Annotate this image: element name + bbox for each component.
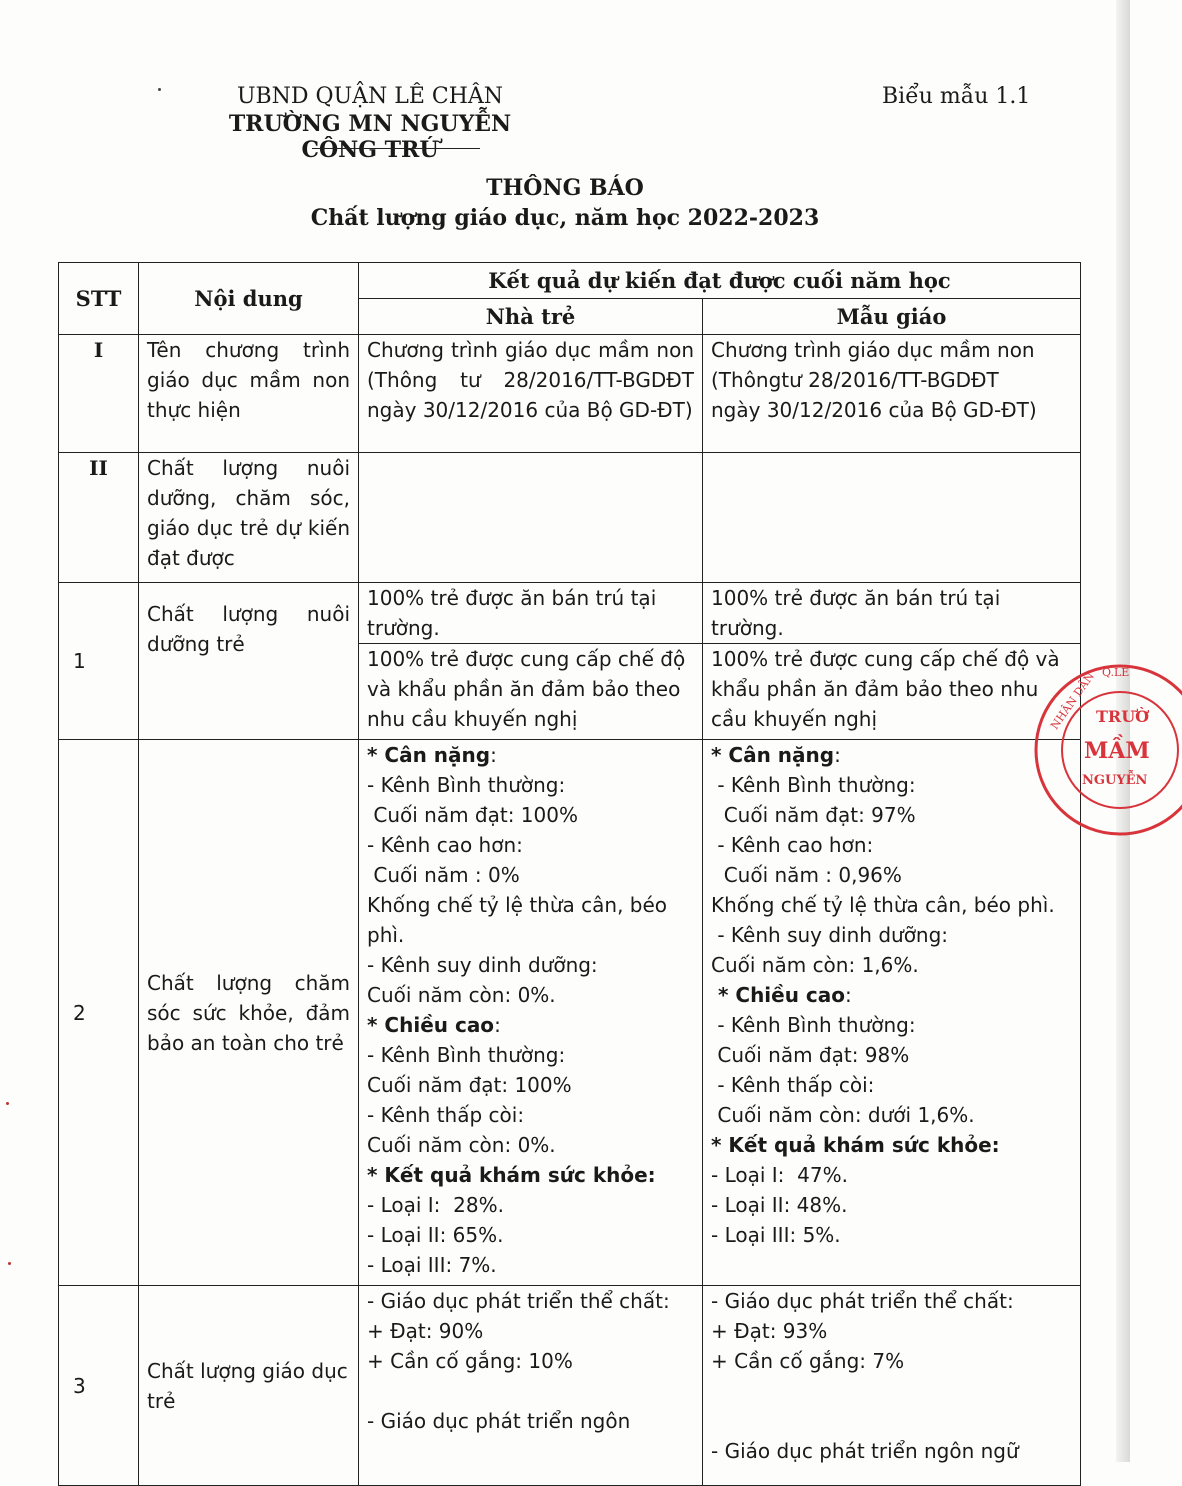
row-content: Chất lượng nuôi dưỡng, chăm sóc, giáo dục trẻ dự kiến đạt được (139, 453, 359, 583)
line: - Loại I: 47%. (711, 1163, 848, 1187)
line: Cuối năm : 0,96% (711, 863, 902, 887)
line: - Giáo dục phát triển ngôn ngữ (711, 1439, 1019, 1463)
row-nursery-empty (359, 453, 703, 583)
row-stt: II (59, 453, 139, 583)
header-nursery: Nhà trẻ (359, 299, 703, 335)
table-row (59, 1286, 1081, 1486)
svg-text:Q.LÊ: Q.LÊ (1102, 666, 1130, 679)
row-kindergarten: 100% trẻ được cung cấp chế độ và khẩu phần ăn đảm bảo theo nhu cầu khuyến nghị (703, 644, 1081, 740)
line: Cuối năm đạt: 100% (367, 803, 578, 827)
scan-speck (6, 1102, 9, 1105)
line: + Cần cố gắng: 10% (367, 1349, 573, 1373)
row-kindergarten (703, 1286, 1081, 1486)
line: - Loại III: 7%. (367, 1253, 497, 1277)
row-content: Chất lượng giáo dục trẻ (139, 1286, 359, 1486)
line: - Loại II: 48%. (711, 1193, 848, 1217)
line: - Loại II: 65%. (367, 1223, 504, 1247)
quality-table (58, 262, 1081, 1486)
line: - Loại III: 5%. (711, 1223, 841, 1247)
row-nursery: 100% trẻ được cung cấp chế độ và khẩu phần ăn đảm bảo theo nhu cầu khuyến nghị (359, 644, 703, 740)
line: ngày 30/12/2016 của Bộ GD-ĐT) (711, 398, 1037, 422)
line: Cuối năm còn: 0%. (367, 1133, 556, 1157)
table-row (59, 583, 1081, 644)
row-stt: 3 (59, 1286, 139, 1486)
row-content: Chất lượng chăm sóc sức khỏe, đảm bảo an toàn cho trẻ (139, 740, 359, 1286)
line: Khống chế tỷ lệ thừa cân, béo phì. (367, 893, 674, 947)
authority-name: UBND QUẬN LÊ CHÂN (236, 84, 504, 109)
table-row (59, 453, 1081, 583)
line: + Cần cố gắng: 7% (711, 1349, 905, 1373)
line: - Kênh thấp còi: (711, 1073, 875, 1097)
line: Chương trình giáo dục mầm non (711, 338, 1035, 362)
issuer-block (190, 84, 550, 163)
header-stt: STT (59, 263, 139, 335)
row-nursery: 100% trẻ được ăn bán trú tại trường. (359, 583, 703, 644)
line: - Kênh Bình thường: (367, 773, 566, 797)
school-name: TRƯỜNG MN NGUYỄN CÔNG TRỨ (228, 111, 512, 163)
school-underline (312, 148, 480, 149)
row-kindergarten: 100% trẻ được ăn bán trú tại trường. (703, 583, 1081, 644)
line-heading: * Chiều cao (711, 983, 846, 1007)
svg-text:NHÂN DÂN: NHÂN DÂN (1048, 669, 1097, 732)
row-nursery: * Cân nặng: - Kênh Bình thường: Cuối năm đạt: 100% - Kênh cao hơn: Cuối năm : 0% Khống chế tỷ lệ thừa cân, béo phì. - Kênh suy dinh dưỡng: Cuối năm còn: 0%. * Chiều cao: - Kênh Bình thường: Cuối năm đạt: 100% - Kênh thấp còi: Cuối năm còn: 0%. * Kết quả khám sức khỏe: - Loại I: 28%. - Loại II: 65%. - Loại III: 7%. (359, 740, 703, 1286)
line: Cuối năm đạt: 98% (711, 1043, 910, 1067)
line: - Loại I: 28%. (367, 1193, 504, 1217)
line: Cuối năm đạt: 97% (711, 803, 916, 827)
line: - Giáo dục phát triển ngôn (367, 1409, 631, 1433)
row-kindergarten (703, 335, 1081, 453)
row-stt: I (59, 335, 139, 453)
line: Cuối năm còn: dưới 1,6%. (711, 1103, 975, 1127)
header-kindergarten: Mẫu giáo (703, 299, 1081, 335)
form-number: Biểu mẫu 1.1 (882, 84, 1031, 109)
line: - Kênh Bình thường: (711, 1013, 916, 1037)
line: Cuối năm còn: 0%. (367, 983, 556, 1007)
line: - Giáo dục phát triển thể chất: (711, 1289, 1014, 1313)
svg-text:MẦM: MẦM (1084, 738, 1150, 764)
svg-text:TRƯỜ: TRƯỜ (1096, 707, 1150, 726)
row-content: Tên chương trình giáo dục mầm non thực hiện (139, 335, 359, 453)
scan-speck (8, 1262, 11, 1265)
line: Cuối năm : 0% (367, 863, 520, 887)
line: - Kênh thấp còi: (367, 1103, 525, 1127)
header-expected-results: Kết quả dự kiến đạt được cuối năm học (359, 263, 1081, 299)
line: Cuối năm đạt: 100% (367, 1073, 572, 1097)
school-seal-stamp (1032, 662, 1182, 838)
document-subtitle: Chất lượng giáo dục, năm học 2022-2023 (310, 205, 820, 231)
row-stt: 2 (59, 740, 139, 1286)
row-content: Chất lượng nuôi dưỡng trẻ (139, 583, 359, 740)
table-header-row (59, 263, 1081, 299)
scan-speck (158, 88, 161, 91)
line: - Kênh suy dinh dưỡng: (711, 923, 949, 947)
row-stt: 1 (59, 583, 139, 740)
line: - Kênh cao hơn: (367, 833, 523, 857)
line: - Kênh Bình thường: (711, 773, 916, 797)
line: + Đạt: 90% (367, 1319, 484, 1343)
row-kindergarten-empty (703, 453, 1081, 583)
line: + Đạt: 93% (711, 1319, 828, 1343)
row-nursery: Chương trình giáo dục mầm non (Thông tư 28/2016/TT-BGDĐT ngày 30/12/2016 của Bộ GD-ĐT) (359, 335, 703, 453)
line-heading: * Chiều cao (367, 1013, 495, 1037)
table-row (59, 335, 1081, 453)
row-kindergarten: * Cân nặng: - Kênh Bình thường: Cuối năm đạt: 97% - Kênh cao hơn: Cuối năm : 0,96% Khống chế tỷ lệ thừa cân, béo phì. - Kênh suy dinh dưỡng: Cuối năm còn: 1,6%. * Chiều cao: - Kênh Bình thường: Cuối năm đạt: 98% - Kênh thấp còi: Cuối năm còn: dưới 1,6%. * Kết quả khám sức khỏe: - Loại I: 47%. - Loại II: 48%. - Loại III: 5%. (703, 740, 1081, 1286)
header-content: Nội dung (139, 263, 359, 335)
line-heading: * Cân nặng (711, 743, 835, 767)
line: - Giáo dục phát triển thể chất: (367, 1289, 670, 1313)
table-row (59, 740, 1081, 1286)
svg-text:NGUYỄN: NGUYỄN (1082, 773, 1148, 788)
document-title: THÔNG BÁO (486, 175, 644, 201)
line: Cuối năm còn: 1,6%. (711, 953, 919, 977)
line: - Kênh Bình thường: (367, 1043, 566, 1067)
line-heading: * Kết quả khám sức khỏe: (367, 1163, 656, 1187)
row-nursery (359, 1286, 703, 1486)
line: (Thôngtư 28/2016/TT-BGDĐT (711, 368, 999, 392)
line-heading: * Kết quả khám sức khỏe: (711, 1133, 1000, 1157)
line: - Kênh cao hơn: (711, 833, 874, 857)
line-heading: * Cân nặng (367, 743, 491, 767)
line: - Kênh suy dinh dưỡng: (367, 953, 598, 977)
line: Khống chế tỷ lệ thừa cân, béo phì. (711, 893, 1055, 917)
